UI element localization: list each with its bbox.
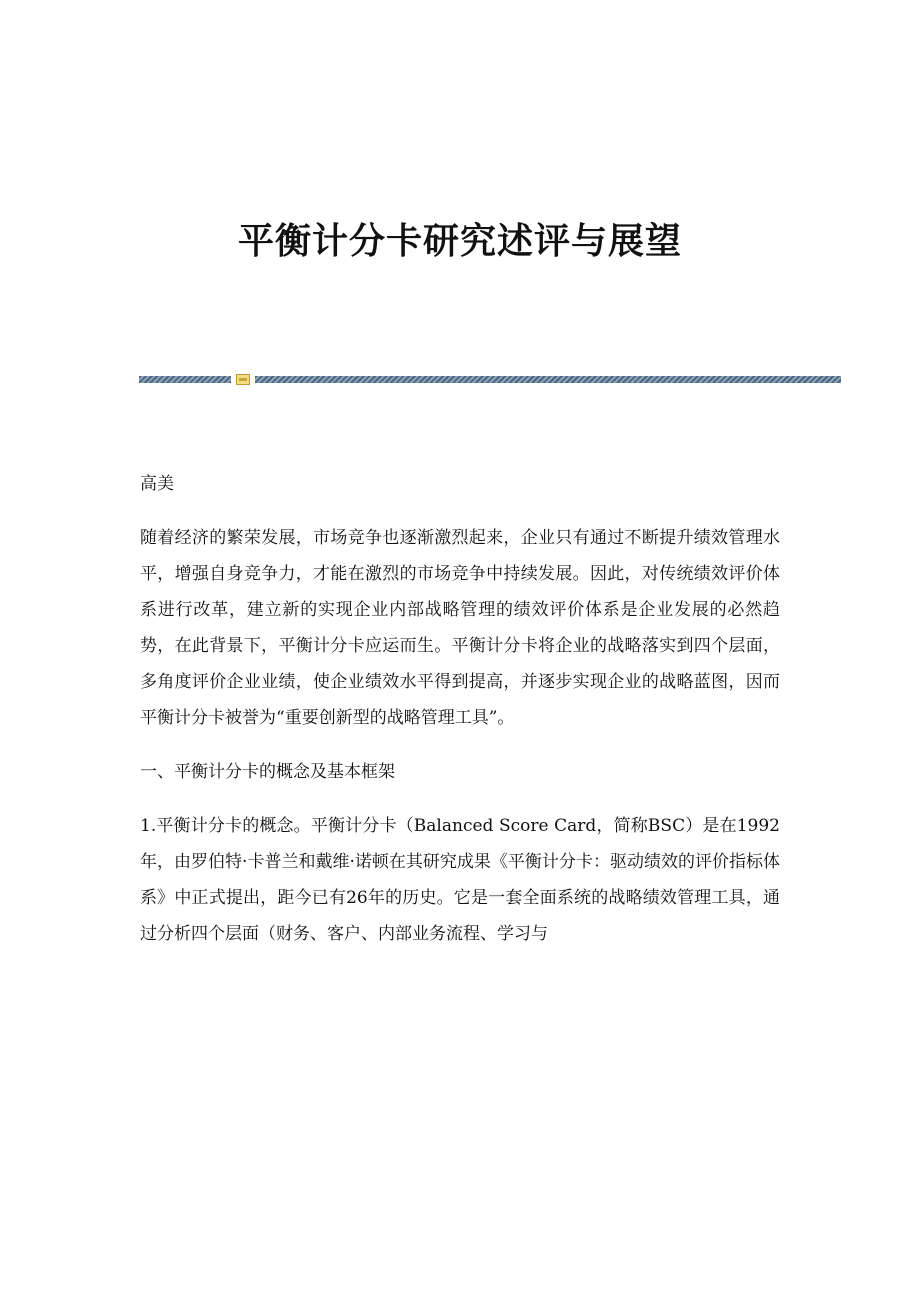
paragraph-intro: 随着经济的繁荣发展，市场竞争也逐渐激烈起来，企业只有通过不断提升绩效管理水平，增强自身竞争力，才能在激烈的市场竞争中持续发展。因此，对传统绩效评价体系进行改革，建立新的实现企业内部战略管理的绩效评价体系是企业发展的必然趋势，在此背景下，平衡计分卡应运而生。平衡计分卡将企业的战略落实到四个层面，多角度评价企业业绩，使企业绩效水平得到提高，并逐步实现企业的战略蓝图，因而平衡计分卡被誉为“重要创新型的战略管理工具”。: [140, 528, 780, 728]
divider-ornament-icon: [236, 374, 250, 385]
divider-bar-right: [255, 376, 841, 383]
paragraph-concept: 1.平衡计分卡的概念。平衡计分卡（Balanced Score Card，简称BSC）是在1992年，由罗伯特·卡普兰和戴维·诺顿在其研究成果《平衡计分卡：驱动绩效的评价指标体系》中正式提出，距今已有26年的历史。它是一套全面系统的战略绩效管理工具，通过分析四个层面（财务、客户、内部业务流程、学习与: [140, 816, 780, 944]
divider-bar-left: [139, 376, 231, 383]
document-title: 平衡计分卡研究述评与展望: [237, 220, 682, 262]
title-divider: [139, 375, 841, 385]
section-heading: 一、平衡计分卡的概念及基本框架: [140, 762, 395, 782]
document-body: [140, 466, 780, 970]
author-name: 高美: [140, 474, 174, 494]
